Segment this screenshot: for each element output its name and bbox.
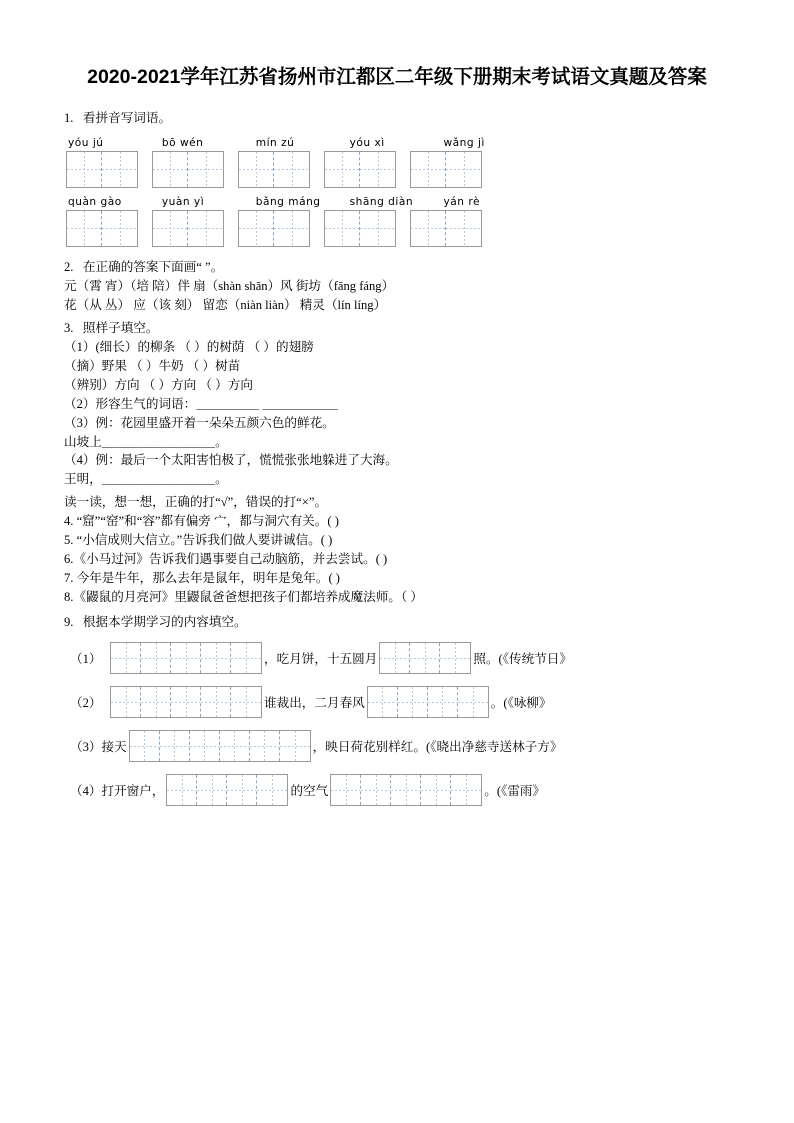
tianzige-box[interactable] [66,210,138,247]
tianzige-box[interactable] [66,151,138,188]
question-9-number: 9. [64,614,74,629]
true-false-item-8: 8.《鼹鼠的月亮河》里鼹鼠爸爸想把孩子们都培养成魔法师。（ ） [64,589,423,604]
answer-grid[interactable] [110,686,262,718]
question-2-line-2: 花（从 丛） 应（该 刻） 留恋（niàn liàn） 精灵（lín líng） [64,297,387,312]
pinyin-2-3: bǎng máng [255,195,321,208]
answer-grid-row-1 [66,151,730,188]
question-3-item: 山坡上＿＿＿＿＿＿＿＿＿。 [64,434,228,449]
blank-mid-text: 谁裁出，二月春风 [264,696,365,711]
answer-grid[interactable] [330,774,482,806]
pinyin-2-2: yuàn yì [161,195,205,208]
question-1-prompt: 看拼音写词语。 [82,111,172,126]
question-3-heading [64,318,730,338]
blank-mid-text: 的空气 [290,784,329,799]
question-3-number: 3. [64,320,74,335]
question-3-item: （摘）野果 （ ）牛奶 （ ）树苗 [64,358,241,373]
pinyin-2-5: yán rè [443,195,480,208]
tianzige-box[interactable] [238,210,310,247]
true-false-prompt: 读一读，想一想，正确的打“√”，错误的打“×”。 [64,495,328,510]
pinyin-1-1: yóu jú [68,136,104,149]
tianzige-box[interactable] [152,151,224,188]
pinyin-2-4: shāng diàn [349,195,414,208]
question-9-blank-3 [64,730,730,762]
question-3-prompt: 照样子填空。 [82,320,159,335]
answer-grid-row-2 [66,210,730,247]
question-9-blank-1 [64,642,730,674]
blank-mid-text: ，吃月饼，十五圆月 [264,652,378,667]
pinyin-1-2: bō wén [161,136,204,149]
true-false-item-4: 4. “窟”“窑”和“容”都有偏旁 宀，都与洞穴有关。( ) [64,514,339,529]
answer-grid[interactable] [129,730,311,762]
question-2-heading [64,257,730,277]
question-9-heading [64,612,730,632]
question-2-prompt: 在正确的答案下面画“ ”。 [82,259,224,274]
pinyin-row-2 [64,196,730,208]
blank-post-text: 照。(《传统节日》 [473,652,572,667]
blank-pre-text: 打开窗户， [101,784,165,799]
answer-grid[interactable] [379,642,471,674]
blank-label: （4） [70,784,102,799]
blank-label: （3） [70,740,102,755]
question-3-item: （3）例：花园里盛开着一朵朵五颜六色的鲜花。 [64,415,335,430]
blank-label: （1） [70,652,102,667]
true-false-item-7: 7. 今年是牛年，那么去年是鼠年，明年是兔年。( ) [64,570,341,585]
question-3-item: 王明，＿＿＿＿＿＿＿＿＿。 [64,472,228,487]
tianzige-box[interactable] [410,210,482,247]
page-title: 2020-2021学年江苏省扬州市江都区二年级下册期末考试语文真题及答案 [87,66,707,88]
question-9-blank-4 [64,774,730,806]
tianzige-box[interactable] [324,151,396,188]
question-2-line-1: 元（霄 宵）（培 陪）伴 扇（shàn shān）风 街坊（fāng fáng） [64,278,395,293]
tianzige-box[interactable] [324,210,396,247]
question-3-item: （2）形容生气的词语：＿＿＿＿＿ ＿＿＿＿＿＿ [64,396,338,411]
answer-grid[interactable] [166,774,288,806]
question-9-prompt: 根据本学期学习的内容填空。 [82,614,247,629]
answer-grid[interactable] [367,686,489,718]
question-3-item: （1）(细长）的柳条 （ ）的树荫 （ ）的翅膀 [64,340,314,355]
question-2-number: 2. [64,259,74,274]
true-false-item-5: 5. “小信成则大信立。”告诉我们做人要讲诚信。( ) [64,532,333,547]
answer-grid[interactable] [110,642,262,674]
tianzige-box[interactable] [238,151,310,188]
pinyin-1-5: wǎng jì [443,136,485,149]
blank-post-text: 。(《咏柳》 [490,696,552,711]
pinyin-1-3: mín zú [255,136,295,149]
question-3-item: （辨别）方向 （ ）方向 （ ）方向 [64,377,253,392]
blank-label: （2） [70,696,102,711]
blank-post-text: 。(《雷雨》 [484,784,546,799]
tianzige-box[interactable] [152,210,224,247]
blank-mid-text: ，映日荷花别样红。(《晓出净慈寺送林子方》 [312,740,563,755]
question-3-item: （4）例：最后一个太阳害怕极了，慌慌张张地躲进了大海。 [64,453,398,468]
tianzige-box[interactable] [410,151,482,188]
question-9-blank-2 [64,686,730,718]
question-1-number: 1. [64,111,74,126]
pinyin-row-1 [64,137,730,149]
blank-pre-text: 接天 [101,740,127,755]
pinyin-2-1: quàn gào [68,195,122,208]
pinyin-1-4: yóu xì [349,136,385,149]
true-false-item-6: 6.《小马过河》告诉我们遇事要自己动脑筋，并去尝试。( ) [64,551,388,566]
question-1-heading [64,108,730,128]
